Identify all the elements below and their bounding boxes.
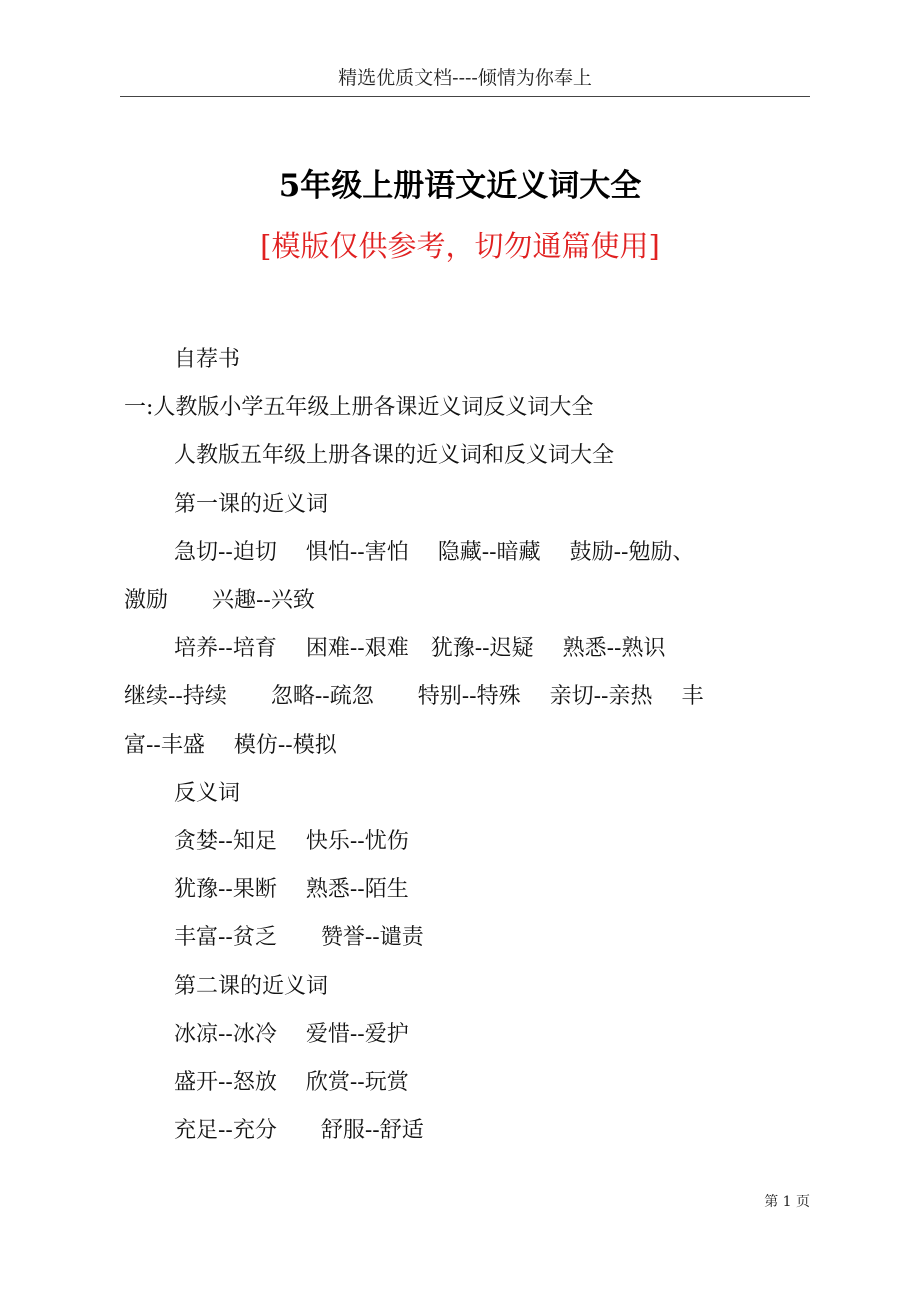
document-subtitle: [模版仅供参考，切勿通篇使用]	[260, 229, 660, 263]
body-line: 犹豫--果断 熟悉--陌生	[174, 877, 409, 903]
body-line: 盛开--怒放 欣赏--玩赏	[174, 1070, 409, 1096]
page-header: 精选优质文档----倾情为你奉上	[338, 67, 592, 89]
document-body	[124, 336, 812, 1155]
page-number: 第 1 页	[764, 1194, 810, 1210]
body-line: 人教版五年级上册各课的近义词和反义词大全	[174, 443, 615, 469]
body-line: 继续--持续 忽略--疏忽 特别--特殊 亲切--亲热 丰	[124, 684, 704, 710]
body-line: 充足--充分 舒服--舒适	[174, 1118, 424, 1144]
document-title: 5年级上册语文近义词大全	[278, 168, 642, 204]
body-line: 富--丰盛 模仿--模拟	[124, 732, 337, 758]
body-line: 冰凉--冰冷 爱惜--爱护	[174, 1021, 409, 1047]
body-line: 急切--迫切 惧怕--害怕 隐藏--暗藏 鼓励--勉励、	[174, 539, 695, 565]
body-line: 一:人教版小学五年级上册各课近义词反义词大全	[124, 395, 594, 421]
section-heading: 第二课的近义词	[174, 973, 329, 999]
body-line: 贪婪--知足 快乐--忧伤	[174, 829, 409, 855]
body-line: 激励 兴趣--兴致	[124, 588, 315, 614]
body-line: 丰富--贫乏 赞誉--谴责	[174, 925, 424, 951]
header-divider	[120, 96, 810, 97]
section-heading: 第一课的近义词	[174, 491, 329, 517]
body-line: 培养--培育 困难--艰难 犹豫--迟疑 熟悉--熟识	[174, 636, 666, 662]
section-heading: 反义词	[174, 780, 241, 806]
body-line: 自荐书	[174, 347, 241, 372]
